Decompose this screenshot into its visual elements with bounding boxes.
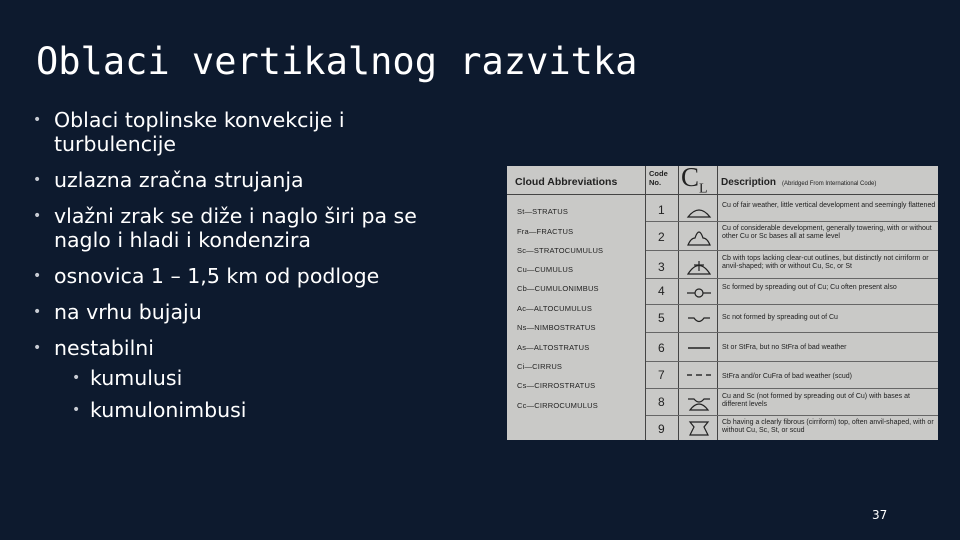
abbreviation-item: Cc—CIRROCUMULUS: [517, 401, 598, 410]
code-column: [646, 166, 679, 440]
fractus-symbol-icon: [685, 365, 713, 385]
row-divider: [646, 278, 938, 279]
bullet-item: • na vrhu bujaju: [30, 300, 470, 324]
abbreviation-item: Cu—CUMULUS: [517, 265, 574, 274]
code-number: 4: [658, 284, 665, 298]
description-column: [718, 166, 936, 440]
stratus-symbol-icon: [685, 338, 713, 358]
description-heading-note: (Abridged From International Code): [782, 181, 877, 187]
cloud-abbreviation-table: [507, 166, 938, 440]
cl-letter: C: [681, 166, 700, 192]
description-item: Cu and Sc (not formed by spreading out of Cu) with bases at different levels: [722, 393, 910, 408]
bullet-item: • Oblaci toplinske konvekcije i turbulencije: [30, 108, 470, 156]
abbreviation-heading: Cloud Abbreviations: [515, 176, 618, 188]
bullet-list: [30, 108, 470, 434]
slide-title: Oblaci vertikalnog razvitka: [36, 40, 638, 83]
description-item: St or StFra, but no StFra of bad weather: [722, 344, 847, 351]
sub-bullet-item: • kumulonimbusi: [54, 398, 470, 422]
description-item: Sc not formed by spreading out of Cu: [722, 314, 838, 321]
abbreviation-item: Sc—STRATOCUMULUS: [517, 246, 604, 255]
row-divider: [646, 415, 938, 416]
bullet-text: nestabilni: [54, 336, 154, 360]
cumulus-congestus-symbol-icon: [685, 228, 713, 248]
description-item: Cu of considerable development, generally towering, with or without other Cu or Sc bases all at same level: [722, 225, 932, 240]
code-number: 9: [658, 422, 665, 436]
bullet-item: • uzlazna zračna strujanja: [30, 168, 470, 192]
bullet-item-nested: [30, 336, 470, 422]
cumulus-humilis-symbol-icon: [685, 201, 713, 221]
code-number: 6: [658, 341, 665, 355]
abbreviation-item: St—STRATUS: [517, 207, 569, 216]
cumulus-stratocumulus-symbol-icon: [685, 392, 713, 412]
cl-subscript: L: [699, 181, 708, 197]
cl-symbol-heading: [681, 166, 708, 197]
sub-bullet-list: [54, 366, 470, 422]
symbol-column: [679, 166, 718, 440]
row-divider: [646, 221, 938, 222]
code-number: 3: [658, 260, 665, 274]
abbreviation-item: Ns—NIMBOSTRATUS: [517, 323, 596, 332]
row-divider: [646, 361, 938, 362]
code-heading-line: Code: [649, 169, 668, 178]
sub-bullet-item: • kumulusi: [54, 366, 470, 390]
row-divider: [646, 250, 938, 251]
page-number: 37: [872, 508, 888, 522]
row-divider: [646, 332, 938, 333]
cumulonimbus-capillatus-symbol-icon: [685, 418, 713, 438]
row-divider: [646, 304, 938, 305]
description-heading-text: Description: [721, 177, 777, 188]
code-number: 5: [658, 311, 665, 325]
description-item: Cu of fair weather, little vertical development and seemingly flattened: [722, 202, 936, 209]
row-divider: [646, 388, 938, 389]
abbreviation-column: [507, 166, 646, 440]
description-item: Cb having a clearly fibrous (cirriform) top, often anvil-shaped, with or without Cu, Sc, St, or scud: [722, 419, 934, 434]
code-number: 7: [658, 368, 665, 382]
abbreviation-item: Cb—CUMULONIMBUS: [517, 284, 599, 293]
description-item: StFra and/or CuFra of bad weather (scud): [722, 373, 852, 380]
code-number: 8: [658, 395, 665, 409]
description-item: Cb with tops lacking clear-cut outlines, but distinctly not cirriform or anvil-shaped; with or without Cu, Sc, or St: [722, 255, 929, 270]
code-heading: [649, 169, 668, 187]
abbreviation-item: Ci—CIRRUS: [517, 362, 563, 371]
stratocumulus-cumulogenitus-symbol-icon: [685, 283, 713, 303]
description-heading: [721, 177, 876, 188]
stratocumulus-symbol-icon: [685, 309, 713, 329]
bullet-item: • vlažni zrak se diže i naglo širi pa se naglo i hladi i kondenzira: [30, 204, 470, 252]
code-number: 1: [658, 203, 665, 217]
abbreviation-item: As—ALTOSTRATUS: [517, 343, 590, 352]
code-heading-line: No.: [649, 178, 662, 187]
abbreviation-item: Ac—ALTOCUMULUS: [517, 304, 593, 313]
cumulonimbus-calvus-symbol-icon: [685, 257, 713, 277]
abbreviation-item: Fra—FRACTUS: [517, 227, 574, 236]
code-number: 2: [658, 230, 665, 244]
abbreviation-item: Cs—CIRROSTRATUS: [517, 381, 596, 390]
description-item: Sc formed by spreading out of Cu; Cu often present also: [722, 284, 897, 291]
bullet-item: • osnovica 1 – 1,5 km od podloge: [30, 264, 470, 288]
